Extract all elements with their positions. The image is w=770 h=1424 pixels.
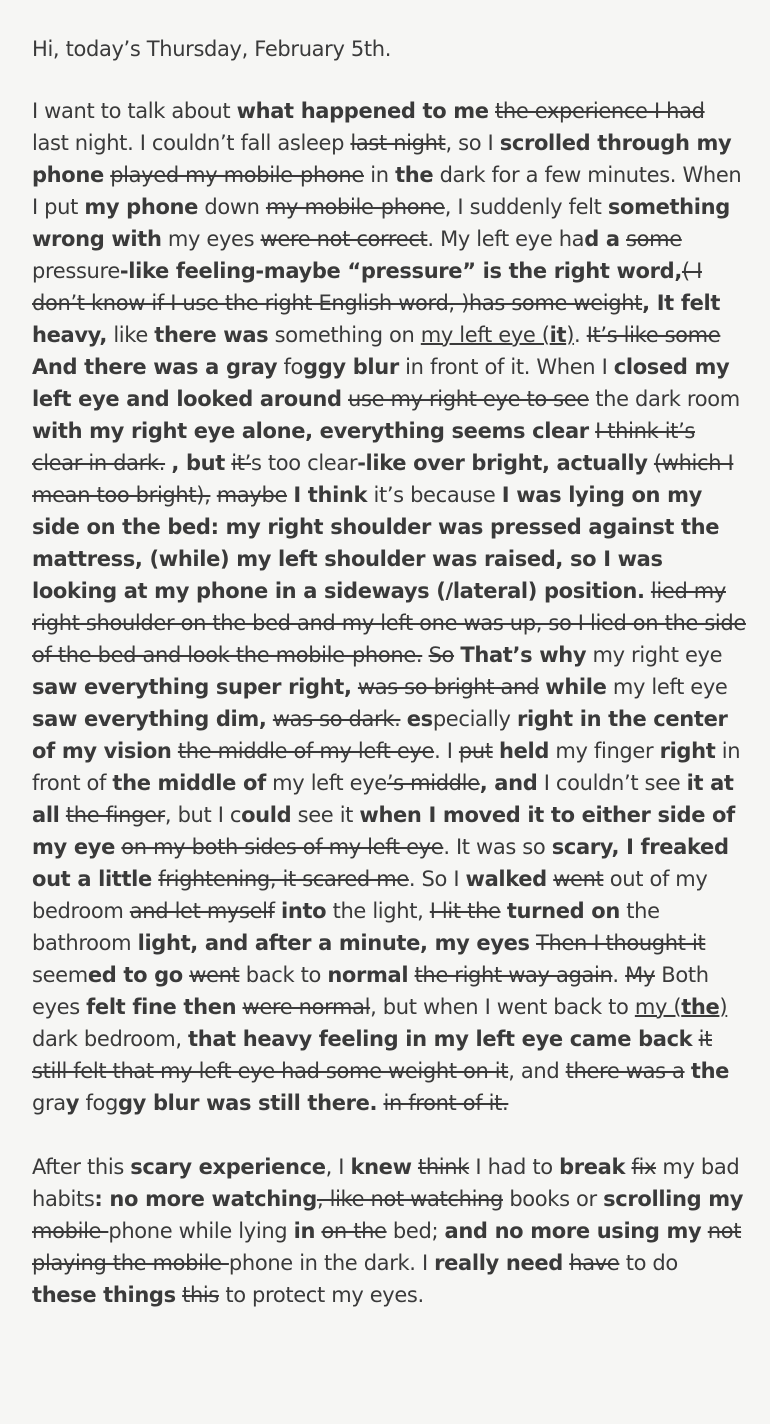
text-run: Both eyes — [32, 963, 709, 1019]
deleted-text: played my mobile-phone — [110, 163, 364, 187]
deleted-text: frightening, it scared me — [158, 867, 409, 891]
deleted-text: (which I mean too bright), — [32, 451, 734, 507]
deleted-text: were normal — [242, 995, 371, 1019]
deleted-text: it still felt that my left eye had some weight on it — [32, 1027, 712, 1083]
text-run: bed; — [386, 1219, 445, 1243]
deleted-text: , like not watching — [316, 1187, 503, 1211]
deleted-text: went — [189, 963, 240, 987]
text-run: my left eye — [606, 675, 728, 699]
text-run: , so I — [445, 131, 500, 155]
text-run: like — [107, 323, 155, 347]
deleted-text: put — [458, 739, 493, 763]
text-run: , but when I went back to — [370, 995, 635, 1019]
revised-text: es — [406, 707, 433, 731]
text-run: my right eye — [586, 643, 723, 667]
revised-text: something wrong with — [32, 195, 730, 251]
revised-text: there was — [154, 323, 269, 347]
deleted-text: it’ — [231, 451, 251, 475]
text-run: . — [574, 323, 587, 347]
revised-text: these things — [32, 1283, 176, 1307]
revised-text: what happened to me — [236, 99, 489, 123]
underlined-text: my left eye ( — [420, 323, 550, 347]
text-run: see it — [291, 803, 360, 827]
deleted-text: ( I don’t know if I use the right English word, )has some weight — [32, 259, 702, 315]
revised-text: break — [559, 1155, 626, 1179]
deleted-text: My — [625, 963, 655, 987]
revised-text: -like feeling-maybe “pressure” is the right word, — [119, 259, 682, 283]
deleted-text: mobile- — [32, 1219, 109, 1243]
deleted-text: the experience I had — [495, 99, 705, 123]
revised-text: walked — [465, 867, 547, 891]
deleted-text: there was a — [565, 1059, 685, 1083]
text-run: seem — [32, 963, 88, 987]
document-body — [32, 95, 746, 1311]
revised-text: And there was a gray — [32, 355, 278, 379]
revised-text: y — [65, 1091, 80, 1115]
text-run: . My left eye ha — [427, 227, 585, 251]
text-run: the dark room — [588, 387, 740, 411]
deleted-text: have — [569, 1251, 620, 1275]
deleted-text: maybe — [216, 483, 288, 507]
deleted-text: in front of it. — [383, 1091, 509, 1115]
deleted-text: Then I thought it — [536, 931, 706, 955]
revised-text: really need — [434, 1251, 563, 1275]
text-run: my eyes — [161, 227, 261, 251]
revised-text: ed to go — [87, 963, 183, 987]
deleted-text: not playing the mobile- — [32, 1219, 742, 1275]
revised-text: my phone — [84, 195, 199, 219]
text-run: pressure — [32, 259, 120, 283]
text-run: dark for a few minutes. When I put — [32, 163, 742, 219]
text-run: something on — [268, 323, 421, 347]
text-run: , but I c — [164, 803, 242, 827]
text-run: s too clear — [251, 451, 358, 475]
revised-text: , and — [479, 771, 538, 795]
deleted-text: the middle of my left eye — [177, 739, 435, 763]
text-run: I want to talk about — [32, 99, 237, 123]
text-run: my bad habits — [32, 1155, 740, 1211]
text-run: . — [612, 963, 626, 987]
revised-text: into — [281, 899, 327, 923]
text-run: the light, — [326, 899, 430, 923]
deleted-text: was so dark. — [272, 707, 401, 731]
deleted-text: my mobile-phone — [265, 195, 445, 219]
revised-text: the — [395, 163, 434, 187]
underlined-text: ) — [719, 995, 728, 1019]
revised-text: scrolling my — [603, 1187, 744, 1211]
deleted-text: It’s like some — [586, 323, 721, 347]
revised-text: the middle of — [112, 771, 266, 795]
revised-text: the — [690, 1059, 730, 1083]
revised-text: light, and after a minute, my eyes — [137, 931, 530, 955]
deleted-text: on the — [321, 1219, 387, 1243]
text-run: . It was so — [443, 835, 552, 859]
text-run: the bathroom — [32, 899, 660, 955]
revised-text: scary experience — [130, 1155, 326, 1179]
revised-text: while — [545, 675, 607, 699]
text-run: dark bedroom, — [32, 1027, 189, 1051]
text-run: my finger — [549, 739, 660, 763]
revised-text: the — [681, 995, 720, 1019]
text-run: books or — [503, 1187, 604, 1211]
deleted-text: So — [428, 643, 455, 667]
text-run: back to — [239, 963, 328, 987]
text-run: . So I — [408, 867, 466, 891]
paragraph-1 — [32, 95, 746, 1119]
text-run: to protect my eyes. — [219, 1283, 424, 1307]
underlined-revised-text — [681, 995, 719, 1019]
deleted-text: fix — [631, 1155, 657, 1179]
text-run: in front of it. When I — [398, 355, 614, 379]
text-run: I had to — [469, 1155, 560, 1179]
revised-text: when I moved it to either side of my eye — [32, 803, 735, 859]
revised-text: ggy blur — [303, 355, 399, 379]
deleted-text: this — [182, 1283, 220, 1307]
deleted-text: went — [553, 867, 604, 891]
revised-text: gy blur was still there. — [118, 1091, 378, 1115]
text-run: After this — [32, 1155, 131, 1179]
revised-text: saw everything dim, — [32, 707, 267, 731]
text-run: out of my bedroom — [32, 867, 708, 923]
deleted-text: and let myself — [129, 899, 275, 923]
text-run: I couldn’t see — [537, 771, 687, 795]
deleted-text: the right way again — [414, 963, 613, 987]
revised-text: closed my left eye and looked around — [32, 355, 730, 411]
revised-text: ould — [241, 803, 292, 827]
text-run: it’s because — [367, 483, 502, 507]
revised-text: -like over bright, actually — [357, 451, 648, 475]
deleted-text: last night — [350, 131, 446, 155]
revised-text: d a — [584, 227, 620, 251]
paragraph-2 — [32, 1151, 746, 1311]
deleted-text: lied my right shoulder on the bed and my left one was up, so I lied on the side of the bed and look the mobile-phone. — [32, 579, 746, 667]
text-run: down — [198, 195, 266, 219]
deleted-text: on my both sides of my left eye — [121, 835, 444, 859]
text-run: in front of — [32, 739, 741, 795]
deleted-text: the finger — [65, 803, 165, 827]
revised-text: right — [659, 739, 716, 763]
text-run: pecially — [432, 707, 517, 731]
text-run: my left eye — [265, 771, 387, 795]
text-run: phone in the dark. I — [228, 1251, 435, 1275]
revised-text: that heavy feeling in my left eye came back — [188, 1027, 693, 1051]
text-run: fo — [277, 355, 304, 379]
text-run: fog — [79, 1091, 118, 1115]
underlined-revised-text — [550, 323, 567, 347]
revised-text: scrolled through my phone — [32, 131, 732, 187]
greeting-line: Hi, today’s Thursday, February 5th. — [32, 37, 392, 61]
deleted-text: was so bright and — [357, 675, 539, 699]
revised-text: it — [549, 323, 567, 347]
revised-text: felt fine then — [86, 995, 237, 1019]
revised-text: That’s why — [460, 643, 587, 667]
deleted-text: I think it’s clear in dark. — [32, 419, 695, 475]
underlined-text: ) — [566, 323, 575, 347]
text-run: phone while lying — [108, 1219, 294, 1243]
revised-text: , It felt heavy, — [32, 291, 721, 347]
revised-text: with my right eye alone, everything seems clear — [32, 419, 589, 443]
underlined-text: my ( — [634, 995, 682, 1019]
text-run: last night. I couldn’t fall asleep — [32, 131, 351, 155]
revised-text: normal — [327, 963, 409, 987]
deleted-text: I lit the — [429, 899, 501, 923]
revised-text: in — [293, 1219, 316, 1243]
deleted-text: think — [417, 1155, 470, 1179]
text-run: . I — [434, 739, 459, 763]
revised-text: I was lying on my side on the bed: my right shoulder was pressed against the mattress, (while) my left shoulder was raised, so I was looking at my phone in a sideways (/lateral) position. — [32, 483, 720, 603]
revised-text: , but — [171, 451, 225, 475]
text-run: in — [363, 163, 396, 187]
text-run: , and — [508, 1059, 566, 1083]
deleted-text: were not correct — [260, 227, 428, 251]
revised-text: and no more using my — [444, 1219, 702, 1243]
revised-text: knew — [350, 1155, 412, 1179]
revised-text: right in the center of my vision — [32, 707, 728, 763]
revised-text: : no more watching — [94, 1187, 317, 1211]
text-run: gra — [32, 1091, 66, 1115]
text-run: to do — [619, 1251, 678, 1275]
revised-text: turned on — [506, 899, 620, 923]
text-run: , I suddenly felt — [444, 195, 608, 219]
deleted-text: some — [626, 227, 682, 251]
deleted-text: ’s middle — [386, 771, 480, 795]
revised-text: I think — [293, 483, 368, 507]
revised-text: held — [499, 739, 550, 763]
text-run: , I — [325, 1155, 351, 1179]
deleted-text: use my right eye to see — [348, 387, 589, 411]
revised-text: saw everything super right, — [32, 675, 352, 699]
revised-text: scary, I freaked out a little — [32, 835, 729, 891]
revised-text: it at all — [32, 771, 734, 827]
